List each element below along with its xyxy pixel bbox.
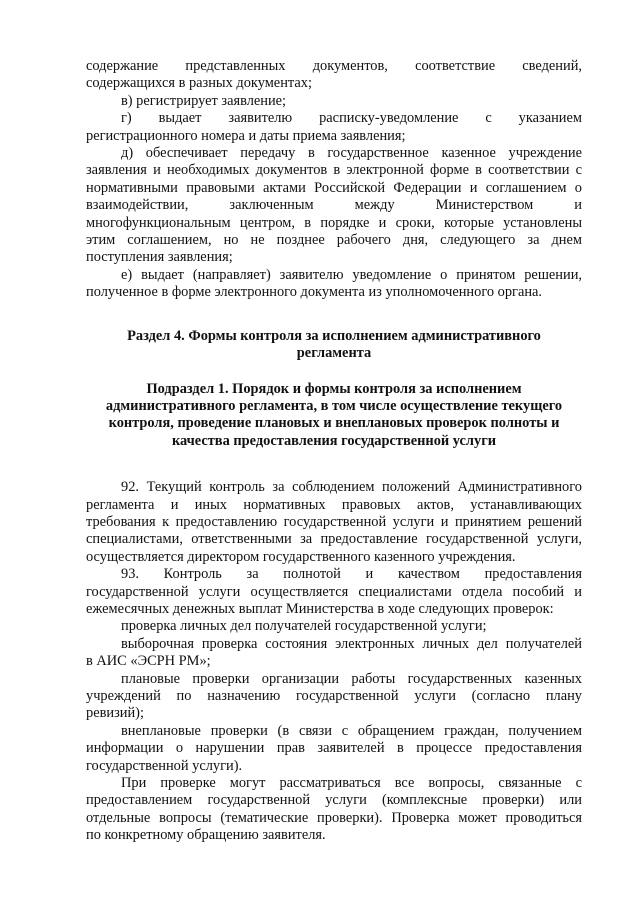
section-title-line: Раздел 4. Формы контроля за исполнением административного [127, 327, 541, 344]
check-item: выборочная проверка состояния электронных личных дел получателей [121, 635, 582, 652]
text-line: При проверке могут рассматриваться все вопросы, связанные с [121, 775, 582, 792]
text-line: ежемесячных денежных выплат Министерства в ходе следующих проверок: [86, 600, 554, 617]
text-line: 93. Контроль за полнотой и качеством предоставления [121, 566, 582, 583]
paragraph-92 [86, 479, 582, 566]
text-line: многофункциональным центром, в порядке и сроки, которые установлены [86, 214, 582, 231]
subsection-title-line: качества предоставления государственной услуги [171, 432, 497, 449]
paragraph-93 [86, 566, 582, 775]
list-item-d: д) обеспечивает передачу в государственное казенное учреждение [121, 145, 582, 162]
text-line: содержание представленных документов, соответствие сведений, [86, 58, 582, 74]
check-item: внеплановые проверки (в связи с обращением граждан, получением [121, 722, 582, 739]
text-line: отдельные вопросы (тематические проверки). Проверка может проводиться [86, 809, 582, 826]
text-line: 92. Текущий контроль за соблюдением положений Административного [121, 479, 582, 496]
text-line: учреждений по назначению государственной услуги (согласно плану [86, 688, 582, 704]
text-line: регламента и иных нормативных правовых актов, устанавливающих [86, 496, 582, 513]
section-title-line: регламента [296, 345, 372, 362]
text-line: специалистами, ответственными за предоставление государственной услуги, [86, 531, 582, 548]
final-paragraph [86, 775, 582, 845]
text-line: заявления и необходимых документов в электронной форме в соответствии с [86, 162, 582, 179]
text-line: государственной услуги). [86, 757, 243, 774]
text-line: нормативными правовыми актами Российской Федерации и соглашением о [86, 179, 582, 196]
text-line: осуществляется директором государственного казенного учреждения. [86, 548, 516, 565]
text-line: государственной услуги осуществляется специалистами отдела пособий и [86, 583, 582, 600]
list-item-e: е) выдает (направляет) заявителю уведомление о принятом решении, [121, 266, 582, 283]
text-line: по конкретному обращению заявителя. [86, 827, 326, 844]
text-line: этим соглашением, но не позднее рабочего дня, следующего за днем [86, 232, 582, 249]
subsection-heading [86, 381, 582, 451]
text-line: в АИС «ЭСРН РМ»; [86, 653, 211, 670]
check-item: плановые проверки организации работы государственных казенных [121, 670, 582, 687]
intro-block [86, 58, 582, 302]
text-line: информации о нарушении прав заявителей в процессе предоставления [86, 740, 582, 757]
document-page [86, 58, 582, 845]
text-line: предоставлением государственной услуги (комплексные проверки) или [86, 792, 582, 809]
section-heading [86, 328, 582, 363]
subsection-title-line: контроля, проведение плановых и внеплановых проверок полноты и [108, 415, 560, 432]
subsection-title-line: Подраздел 1. Порядок и формы контроля за исполнением [146, 380, 522, 397]
text-line: поступления заявления; [86, 249, 233, 266]
subsection-title-line: административного регламента, в том числе осуществление текущего [105, 397, 563, 414]
text-line: требования к предоставлению государственной услуги и принятием решений [86, 513, 582, 530]
text-line: ревизий); [86, 705, 144, 722]
text-line: регистрационного номера и даты приема заявления; [86, 127, 406, 144]
list-item-v: в) регистрирует заявление; [121, 92, 287, 109]
list-item-g: г) выдает заявителю расписку-уведомление с указанием [121, 110, 582, 127]
check-item: проверка личных дел получателей государственной услуги; [121, 618, 487, 635]
text-line: полученное в форме электронного документа из уполномоченного органа. [86, 284, 543, 301]
text-line: содержащихся в разных документах; [86, 75, 312, 92]
text-line: взаимодействии, заключенным между Министерством и [86, 197, 582, 214]
